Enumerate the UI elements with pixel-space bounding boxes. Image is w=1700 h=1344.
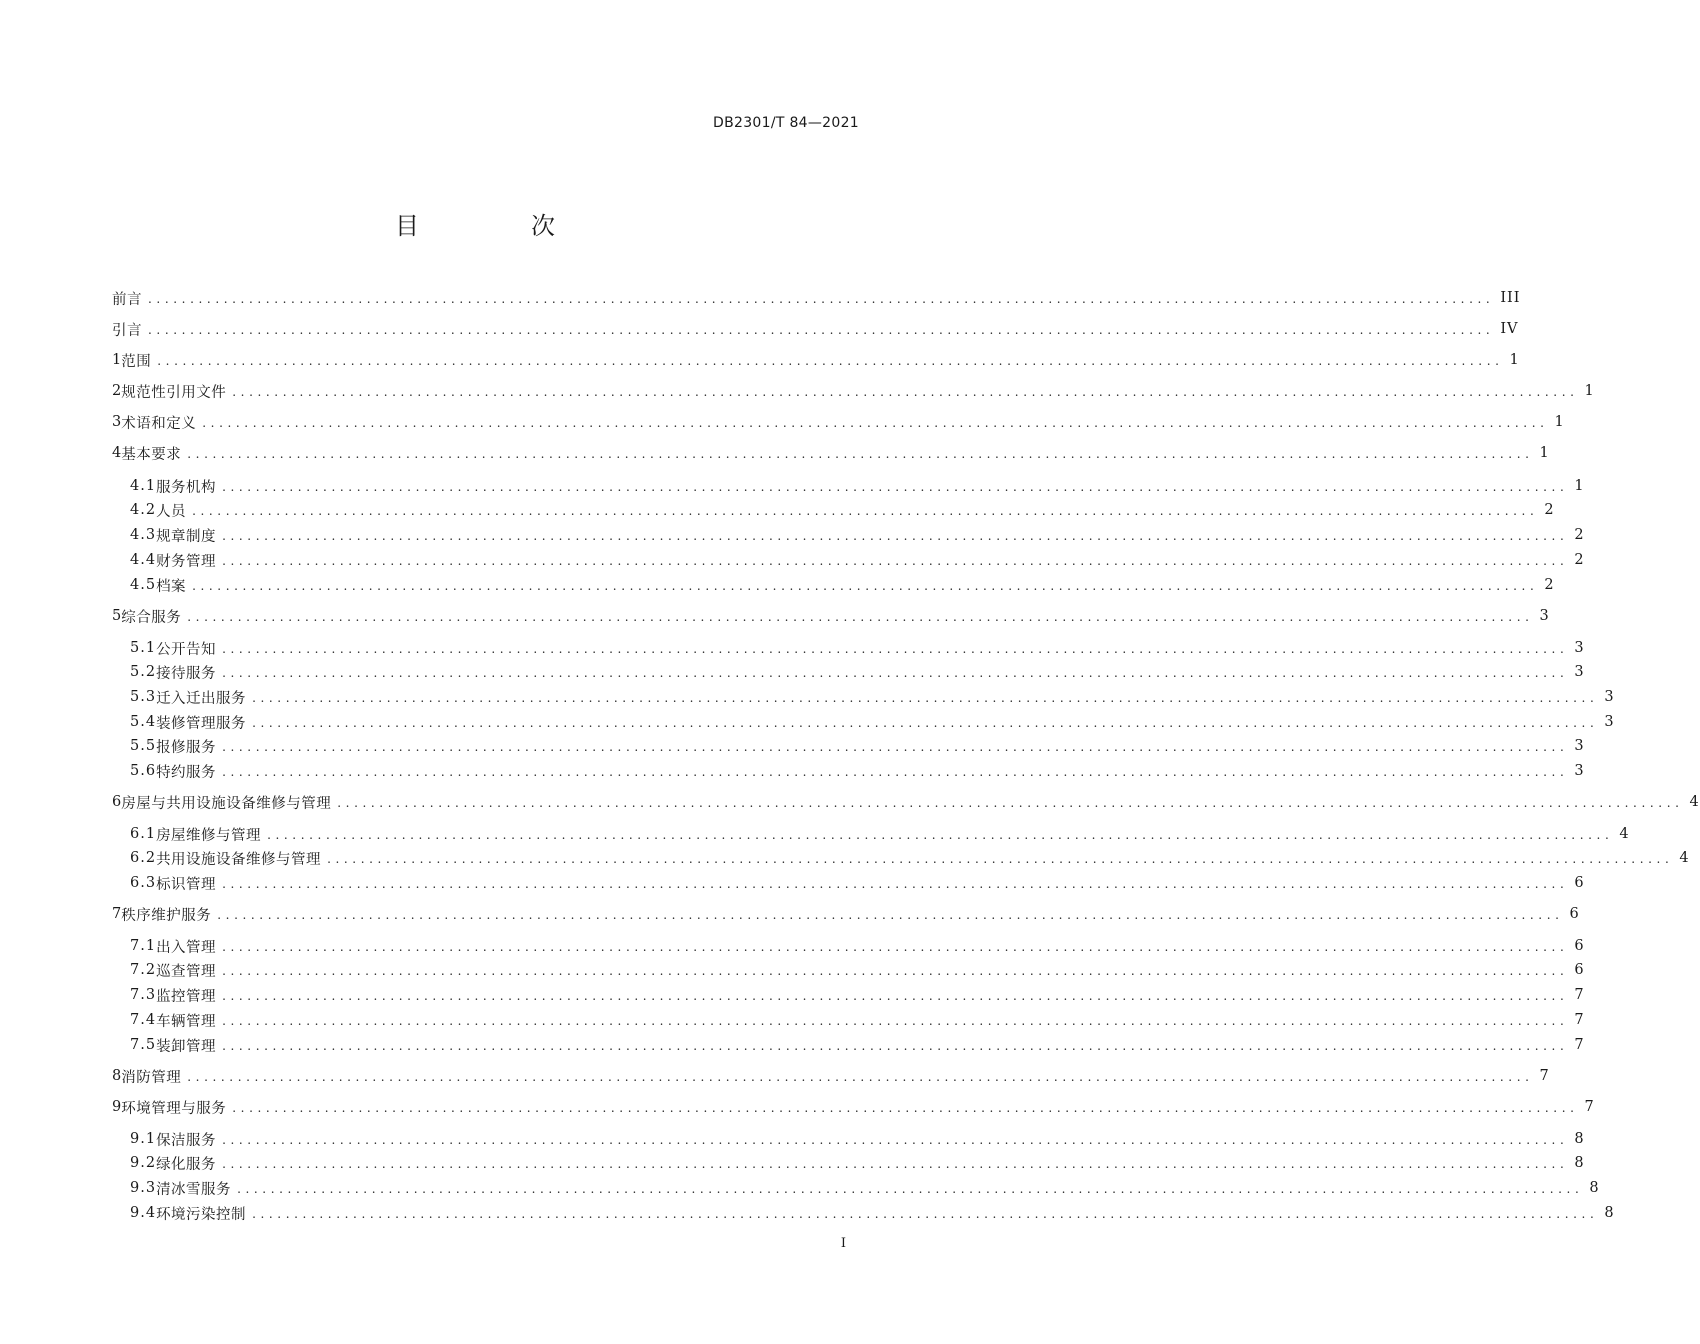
- toc-entry-number: 9.1: [130, 1131, 157, 1147]
- toc-entry[interactable]: [130, 498, 1555, 522]
- toc-dot-leader: ................................................................................................................................................................: [222, 554, 1569, 568]
- toc-entry-page: 6: [1574, 875, 1585, 891]
- toc-entry[interactable]: [130, 1151, 1585, 1175]
- toc-entry-label: 规范性引用文件: [121, 384, 227, 401]
- toc-entry-page: 4: [1689, 794, 1700, 810]
- toc-dot-leader: ................................................................................................................................................................: [237, 1182, 1584, 1196]
- toc-entry-label: 绿化服务: [156, 1156, 217, 1173]
- toc-entry[interactable]: [130, 1033, 1585, 1057]
- toc-entry-page: 6: [1574, 962, 1585, 978]
- toc-dot-leader: ................................................................................................................................................................: [222, 877, 1569, 891]
- toc-entry-page: 3: [1604, 689, 1615, 705]
- toc-entry-page: 2: [1544, 502, 1555, 518]
- toc-entry-number: 4.3: [130, 527, 157, 543]
- toc-entry[interactable]: [112, 902, 1580, 926]
- toc-entry[interactable]: [130, 1008, 1585, 1032]
- toc-entry[interactable]: [130, 636, 1585, 660]
- toc-dot-leader: ................................................................................................................................................................: [222, 940, 1569, 954]
- toc-entry-number: 7.1: [130, 938, 157, 954]
- toc-entry-page: 3: [1604, 714, 1615, 730]
- toc-entry[interactable]: [130, 1176, 1600, 1200]
- toc-entry-label: 基本要求: [121, 446, 182, 463]
- toc-entry-page: 2: [1544, 577, 1555, 593]
- toc-entry-page: 7: [1574, 1012, 1585, 1028]
- toc-entry-label: 接待服务: [156, 665, 217, 682]
- toc-entry-number: 5.4: [130, 714, 157, 730]
- toc-entry-label: 标识管理: [156, 876, 217, 893]
- toc-entry-label: 特约服务: [156, 764, 217, 781]
- toc-entry-label: 服务机构: [156, 479, 217, 496]
- toc-entry-page: 3: [1574, 738, 1585, 754]
- toc-entry[interactable]: [130, 983, 1585, 1007]
- toc-dot-leader: ................................................................................................................................................................: [232, 385, 1579, 399]
- page-title: 目 次: [395, 212, 599, 240]
- toc-entry-number: 3: [112, 414, 122, 430]
- toc-entry-page: 2: [1574, 527, 1585, 543]
- toc-entry-number: 6.2: [130, 850, 157, 866]
- toc-entry[interactable]: [112, 379, 1595, 403]
- toc-entry[interactable]: [130, 685, 1615, 709]
- toc-entry[interactable]: [112, 410, 1565, 434]
- toc-entry[interactable]: [130, 934, 1585, 958]
- toc-entry[interactable]: [112, 441, 1550, 465]
- toc-entry-label: 房屋维修与管理: [156, 827, 262, 844]
- toc-entry-label: 出入管理: [156, 939, 217, 956]
- toc-entry-label: 术语和定义: [121, 415, 197, 432]
- toc-entry-number: 4.1: [130, 478, 157, 494]
- toc-entry-number: 9.2: [130, 1155, 157, 1171]
- toc-entry-label: 财务管理: [156, 553, 217, 570]
- toc-entry[interactable]: [130, 1127, 1585, 1151]
- toc-dot-leader: ................................................................................................................................................................: [187, 447, 1534, 461]
- toc-dot-leader: ................................................................................................................................................................: [222, 1014, 1569, 1028]
- toc-entry-number: 1: [112, 352, 122, 368]
- toc-entry-label: 装修管理服务: [156, 715, 247, 732]
- toc-dot-leader: ................................................................................................................................................................: [337, 796, 1684, 810]
- toc-entry-label: 秩序维护服务: [121, 907, 212, 924]
- toc-entry-label: 消防管理: [121, 1069, 182, 1086]
- toc-dot-leader: ................................................................................................................................................................: [222, 989, 1569, 1003]
- toc-entry[interactable]: [112, 348, 1520, 372]
- toc-dot-leader: ................................................................................................................................................................: [157, 354, 1504, 368]
- toc-entry-page: III: [1500, 290, 1521, 306]
- page-number: I: [840, 1236, 846, 1251]
- toc-entry-page: 3: [1574, 664, 1585, 680]
- toc-entry[interactable]: [112, 317, 1519, 341]
- toc-entry[interactable]: [130, 958, 1585, 982]
- toc-dot-leader: ................................................................................................................................................................: [187, 610, 1534, 624]
- toc-entry-page: 3: [1574, 763, 1585, 779]
- toc-entry-number: 7.2: [130, 962, 157, 978]
- toc-entry-label: 迁入迁出服务: [156, 690, 247, 707]
- toc-entry-number: 5.6: [130, 763, 157, 779]
- toc-entry-number: 5.1: [130, 640, 157, 656]
- toc-entry[interactable]: [112, 1064, 1550, 1088]
- toc-entry-page: 7: [1574, 987, 1585, 1003]
- toc-dot-leader: ................................................................................................................................................................: [232, 1101, 1579, 1115]
- toc-entry-label: 报修服务: [156, 739, 217, 756]
- toc-dot-leader: ................................................................................................................................................................: [192, 504, 1539, 518]
- toc-entry-number: 4.2: [130, 502, 157, 518]
- toc-dot-leader: ................................................................................................................................................................: [222, 1039, 1569, 1053]
- toc-entry-number: 9: [112, 1099, 122, 1115]
- toc-entry-number: 4.4: [130, 552, 157, 568]
- toc-entry-label: 公开告知: [156, 641, 217, 658]
- toc-dot-leader: ................................................................................................................................................................: [187, 1070, 1534, 1084]
- toc-dot-leader: ................................................................................................................................................................: [252, 716, 1599, 730]
- toc-entry-number: 6: [112, 794, 122, 810]
- toc-dot-leader: ................................................................................................................................................................: [222, 642, 1569, 656]
- toc-dot-leader: ................................................................................................................................................................: [267, 828, 1614, 842]
- toc-entry[interactable]: [130, 573, 1555, 597]
- toc-dot-leader: ................................................................................................................................................................: [327, 852, 1674, 866]
- toc-entry-page: 1: [1584, 383, 1595, 399]
- toc-entry-label: 档案: [156, 578, 187, 595]
- toc-entry-number: 5.3: [130, 689, 157, 705]
- toc-entry-number: 7.4: [130, 1012, 157, 1028]
- toc-entry-page: 8: [1589, 1180, 1600, 1196]
- toc-dot-leader: ................................................................................................................................................................: [192, 579, 1539, 593]
- toc-entry-number: 5: [112, 608, 122, 624]
- toc-entry[interactable]: [112, 1095, 1595, 1119]
- toc-entry-page: 1: [1509, 352, 1520, 368]
- toc-entry-page: IV: [1500, 321, 1519, 337]
- toc-entry-number: 4.5: [130, 577, 157, 593]
- toc-entry[interactable]: [112, 790, 1700, 814]
- toc-entry-label: 保洁服务: [156, 1132, 217, 1149]
- toc-dot-leader: ................................................................................................................................................................: [222, 1133, 1569, 1147]
- toc-entry-number: 6.1: [130, 826, 157, 842]
- toc-entry-number: 9.4: [130, 1205, 157, 1221]
- toc-entry[interactable]: [130, 710, 1615, 734]
- toc-entry-page: 1: [1539, 445, 1550, 461]
- toc-entry[interactable]: [112, 604, 1550, 628]
- toc-dot-leader: ................................................................................................................................................................: [222, 964, 1569, 978]
- toc-entry-page: 2: [1574, 552, 1585, 568]
- toc-entry[interactable]: [130, 548, 1585, 572]
- toc-entry-page: 3: [1574, 640, 1585, 656]
- toc-dot-leader: ................................................................................................................................................................: [202, 416, 1549, 430]
- toc-entry-number: 5.2: [130, 664, 157, 680]
- toc-entry-label: 装卸管理: [156, 1038, 217, 1055]
- toc-entry[interactable]: [130, 846, 1690, 870]
- toc-entry-label: 监控管理: [156, 988, 217, 1005]
- toc-entry-number: 8: [112, 1068, 122, 1084]
- toc-entry-page: 6: [1569, 906, 1580, 922]
- toc-entry[interactable]: [130, 1201, 1615, 1225]
- toc-entry-number: 7: [112, 906, 122, 922]
- toc-entry-label: 清冰雪服务: [156, 1181, 232, 1198]
- toc-entry-label: 环境管理与服务: [121, 1100, 227, 1117]
- toc-entry-page: 8: [1574, 1131, 1585, 1147]
- document-code: DB2301/T 84—2021: [713, 115, 859, 131]
- toc-dot-leader: ................................................................................................................................................................: [222, 765, 1569, 779]
- toc-entry-page: 3: [1539, 608, 1550, 624]
- toc-entry[interactable]: [130, 474, 1585, 498]
- toc-entry[interactable]: [112, 286, 1521, 310]
- toc-entry-label: 规章制度: [156, 528, 217, 545]
- toc-entry-number: 6.3: [130, 875, 157, 891]
- toc-dot-leader: ................................................................................................................................................................: [222, 666, 1569, 680]
- toc-dot-leader: ................................................................................................................................................................: [222, 529, 1569, 543]
- toc-entry-number: 9.3: [130, 1180, 157, 1196]
- toc-entry[interactable]: [130, 523, 1585, 547]
- toc-entry-page: 4: [1619, 826, 1630, 842]
- toc-entry[interactable]: [130, 734, 1585, 758]
- toc-entry-page: 4: [1679, 850, 1690, 866]
- toc-entry-label: 环境污染控制: [156, 1206, 247, 1223]
- toc-entry-label: 巡查管理: [156, 963, 217, 980]
- toc-entry-label: 前言: [112, 291, 142, 308]
- toc-entry-number: 2: [112, 383, 122, 399]
- toc-entry-page: 6: [1574, 938, 1585, 954]
- toc-entry-page: 1: [1554, 414, 1565, 430]
- toc-dot-leader: ................................................................................................................................................................: [222, 740, 1569, 754]
- toc-entry[interactable]: [130, 759, 1585, 783]
- toc-entry-label: 人员: [156, 503, 187, 520]
- toc-entry-page: 8: [1604, 1205, 1615, 1221]
- toc-entry[interactable]: [130, 822, 1630, 846]
- toc-entry-page: 7: [1584, 1099, 1595, 1115]
- toc-entry-label: 引言: [112, 322, 142, 339]
- toc-entry-label: 房屋与共用设施设备维修与管理: [121, 795, 332, 812]
- toc-dot-leader: ................................................................................................................................................................: [217, 908, 1564, 922]
- toc-dot-leader: ................................................................................................................................................................: [148, 292, 1495, 306]
- toc-entry-label: 范围: [121, 353, 152, 370]
- toc-dot-leader: ................................................................................................................................................................: [222, 1157, 1569, 1171]
- toc-entry-number: 7.5: [130, 1037, 157, 1053]
- toc-entry-label: 综合服务: [121, 609, 182, 626]
- toc-dot-leader: ................................................................................................................................................................: [222, 480, 1569, 494]
- toc-entry-page: 8: [1574, 1155, 1585, 1171]
- toc-entry-number: 7.3: [130, 987, 157, 1003]
- toc-dot-leader: ................................................................................................................................................................: [148, 323, 1495, 337]
- toc-entry-label: 车辆管理: [156, 1013, 217, 1030]
- toc-dot-leader: ................................................................................................................................................................: [252, 1207, 1599, 1221]
- toc-entry[interactable]: [130, 660, 1585, 684]
- toc-entry-number: 4: [112, 445, 122, 461]
- toc-entry-page: 7: [1574, 1037, 1585, 1053]
- toc-entry-page: 7: [1539, 1068, 1550, 1084]
- toc-entry-page: 1: [1574, 478, 1585, 494]
- toc-entry[interactable]: [130, 871, 1585, 895]
- toc-entry-number: 5.5: [130, 738, 157, 754]
- toc-dot-leader: ................................................................................................................................................................: [252, 691, 1599, 705]
- toc-entry-label: 共用设施设备维修与管理: [156, 851, 322, 868]
